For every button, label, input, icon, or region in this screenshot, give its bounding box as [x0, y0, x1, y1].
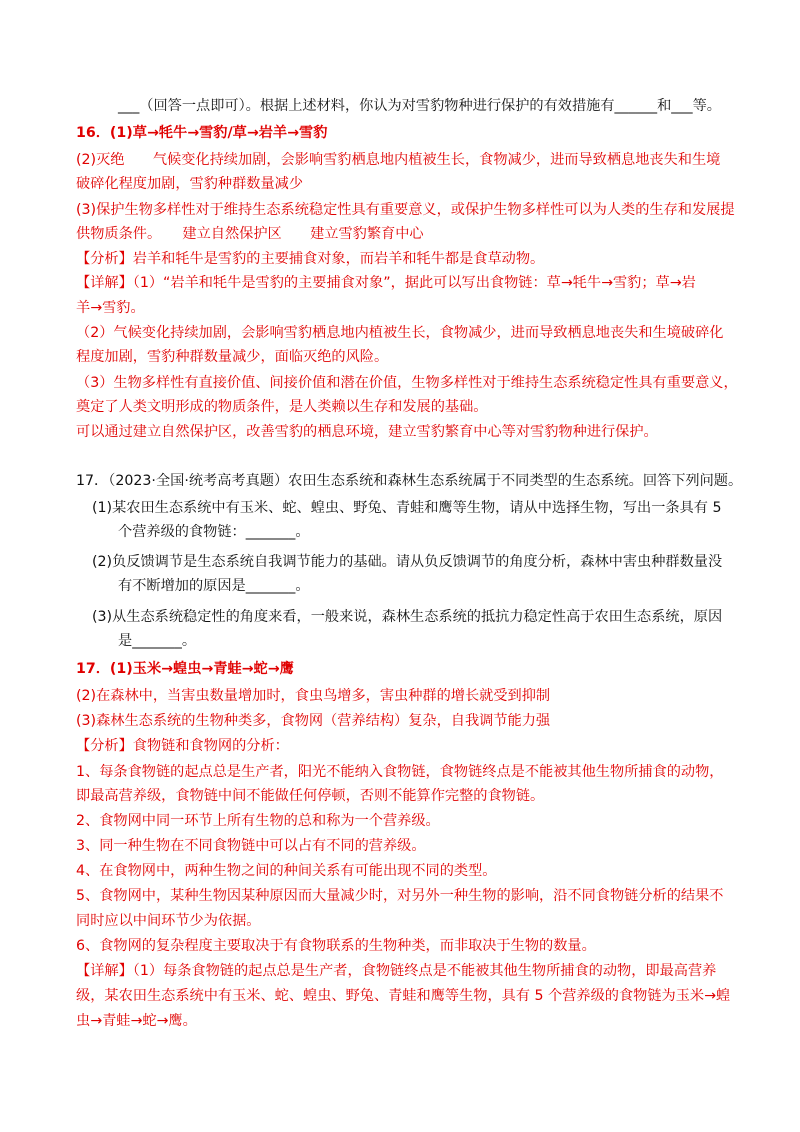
answer-17-detail1-line2: 级，某农田生态系统中有玉米、蛇、蝗虫、野兔、青蛙和鹰等生物，具有 5 个营养级的食物链为玉米→蝗	[76, 988, 731, 1004]
question-17-part2-line2: 有不断增加的原因是_______。	[118, 578, 310, 594]
answer-16-detail3-line1: （3）生物多样性有直接价值、间接价值和潜在价值，生物多样性对于维持生态系统稳定性具有重要意义，	[76, 375, 738, 391]
question-17-part3-line2: 是_______。	[118, 633, 197, 649]
answer-16-part2-line1: (2)灭绝 气候变化持续加剧，会影响雪豹栖息地内植被生长，食物减少，进而导致栖息地丧失和生境	[76, 152, 721, 168]
answer-16-detail2-line1: （2）气候变化持续加剧，会影响雪豹栖息地内植被生长，食物减少，进而导致栖息地丧失和生境破碎化	[76, 325, 724, 341]
answer-16-title: 16．(1)草→牦牛→雪豹/草→岩羊→雪豹	[76, 125, 328, 141]
answer-16-detail3-line2: 奠定了人类文明形成的物质条件，是人类赖以生存和发展的基础。	[76, 399, 488, 415]
answer-17-point2: 2、食物网中同一环节上所有生物的总和称为一个营养级。	[76, 813, 440, 829]
question-17-part1-line2: 个营养级的食物链：_______。	[118, 524, 310, 540]
answer-17-point5-line1: 5、食物网中，某种生物因某种原因而大量减少时，对另外一种生物的影响，沿不同食物链分析的结果不	[76, 888, 724, 904]
question-17-part3-line1: (3)从生态系统稳定性的角度来看，一般来说，森林生态系统的抵抗力稳定性高于农田生态系统，原因	[92, 609, 723, 625]
question-17-stem: 17．（2023·全国·统考高考真题）农田生态系统和森林生态系统属于不同类型的生态系统。回答下列问题。	[76, 473, 743, 489]
answer-16-detail3-line3: 可以通过建立自然保护区，改善雪豹的栖息环境，建立雪豹繁育中心等对雪豹物种进行保护。	[76, 424, 658, 440]
answer-17-point3: 3、同一种生物在不同食物链中可以占有不同的营养级。	[76, 838, 426, 854]
question-17-part2-line1: (2)负反馈调节是生态系统自我调节能力的基础。请从负反馈调节的角度分析，森林中害虫种群数量没	[92, 554, 723, 570]
answer-16-analysis: 【分析】岩羊和牦牛是雪豹的主要捕食对象，而岩羊和牦牛都是食草动物。	[76, 251, 545, 267]
answer-17-part2: (2)在森林中，当害虫数量增加时，食虫鸟增多，害虫种群的增长就受到抑制	[76, 688, 551, 704]
question-16-tail: ___（回答一点即可）。根据上述材料，你认为对雪豹物种进行保护的有效措施有______和___等。	[118, 98, 721, 114]
answer-16-part3-line2: 供物质条件。 建立自然保护区 建立雪豹繁育中心	[76, 226, 424, 242]
question-17-part1-line1: (1)某农田生态系统中有玉米、蛇、蝗虫、野兔、青蛙和鹰等生物，请从中选择生物，写出一条具有 5	[92, 500, 722, 516]
answer-17-point4: 4、在食物网中，两种生物之间的种间关系有可能出现不同的类型。	[76, 863, 497, 879]
answer-16-part2-line2: 破碎化程度加剧，雪豹种群数量减少	[76, 176, 304, 192]
answer-16-part3-line1: (3)保护生物多样性对于维持生态系统稳定性具有重要意义，或保护生物多样性可以为人类的生存和发展提	[76, 202, 735, 218]
answer-17-point6: 6、食物网的复杂程度主要取决于有食物联系的生物种类，而非取决于生物的数量。	[76, 938, 596, 954]
answer-17-part3: (3)森林生态系统的生物种类多，食物网（营养结构）复杂，自我调节能力强	[76, 713, 551, 729]
answer-17-detail1-line3: 虫→青蛙→蛇→鹰。	[76, 1013, 197, 1029]
answer-17-point1-line2: 即最高营养级，食物链中间不能做任何停顿，否则不能算作完整的食物链。	[76, 788, 545, 804]
answer-17-analysis: 【分析】食物链和食物网的分析：	[76, 738, 289, 754]
answer-17-title: 17．(1)玉米→蝗虫→青蛙→蛇→鹰	[76, 661, 294, 677]
answer-16-detail1-line1: 【详解】（1）“岩羊和牦牛是雪豹的主要捕食对象”，据此可以写出食物链：草→牦牛→雪豹；草→岩	[76, 275, 696, 291]
answer-17-point5-line2: 同时应以中间环节少为依据。	[76, 913, 261, 929]
answer-16-detail1-line2: 羊→雪豹。	[76, 300, 145, 316]
answer-17-detail1-line1: 【详解】（1）每条食物链的起点总是生产者，食物链终点是不能被其他生物所捕食的动物，即最高营养	[76, 963, 717, 979]
answer-16-detail2-line2: 程度加剧，雪豹种群数量减少，面临灭绝的风险。	[76, 349, 389, 365]
answer-17-point1-line1: 1、每条食物链的起点总是生产者，阳光不能纳入食物链，食物链终点是不能被其他生物所捕食的动物，	[76, 764, 724, 780]
